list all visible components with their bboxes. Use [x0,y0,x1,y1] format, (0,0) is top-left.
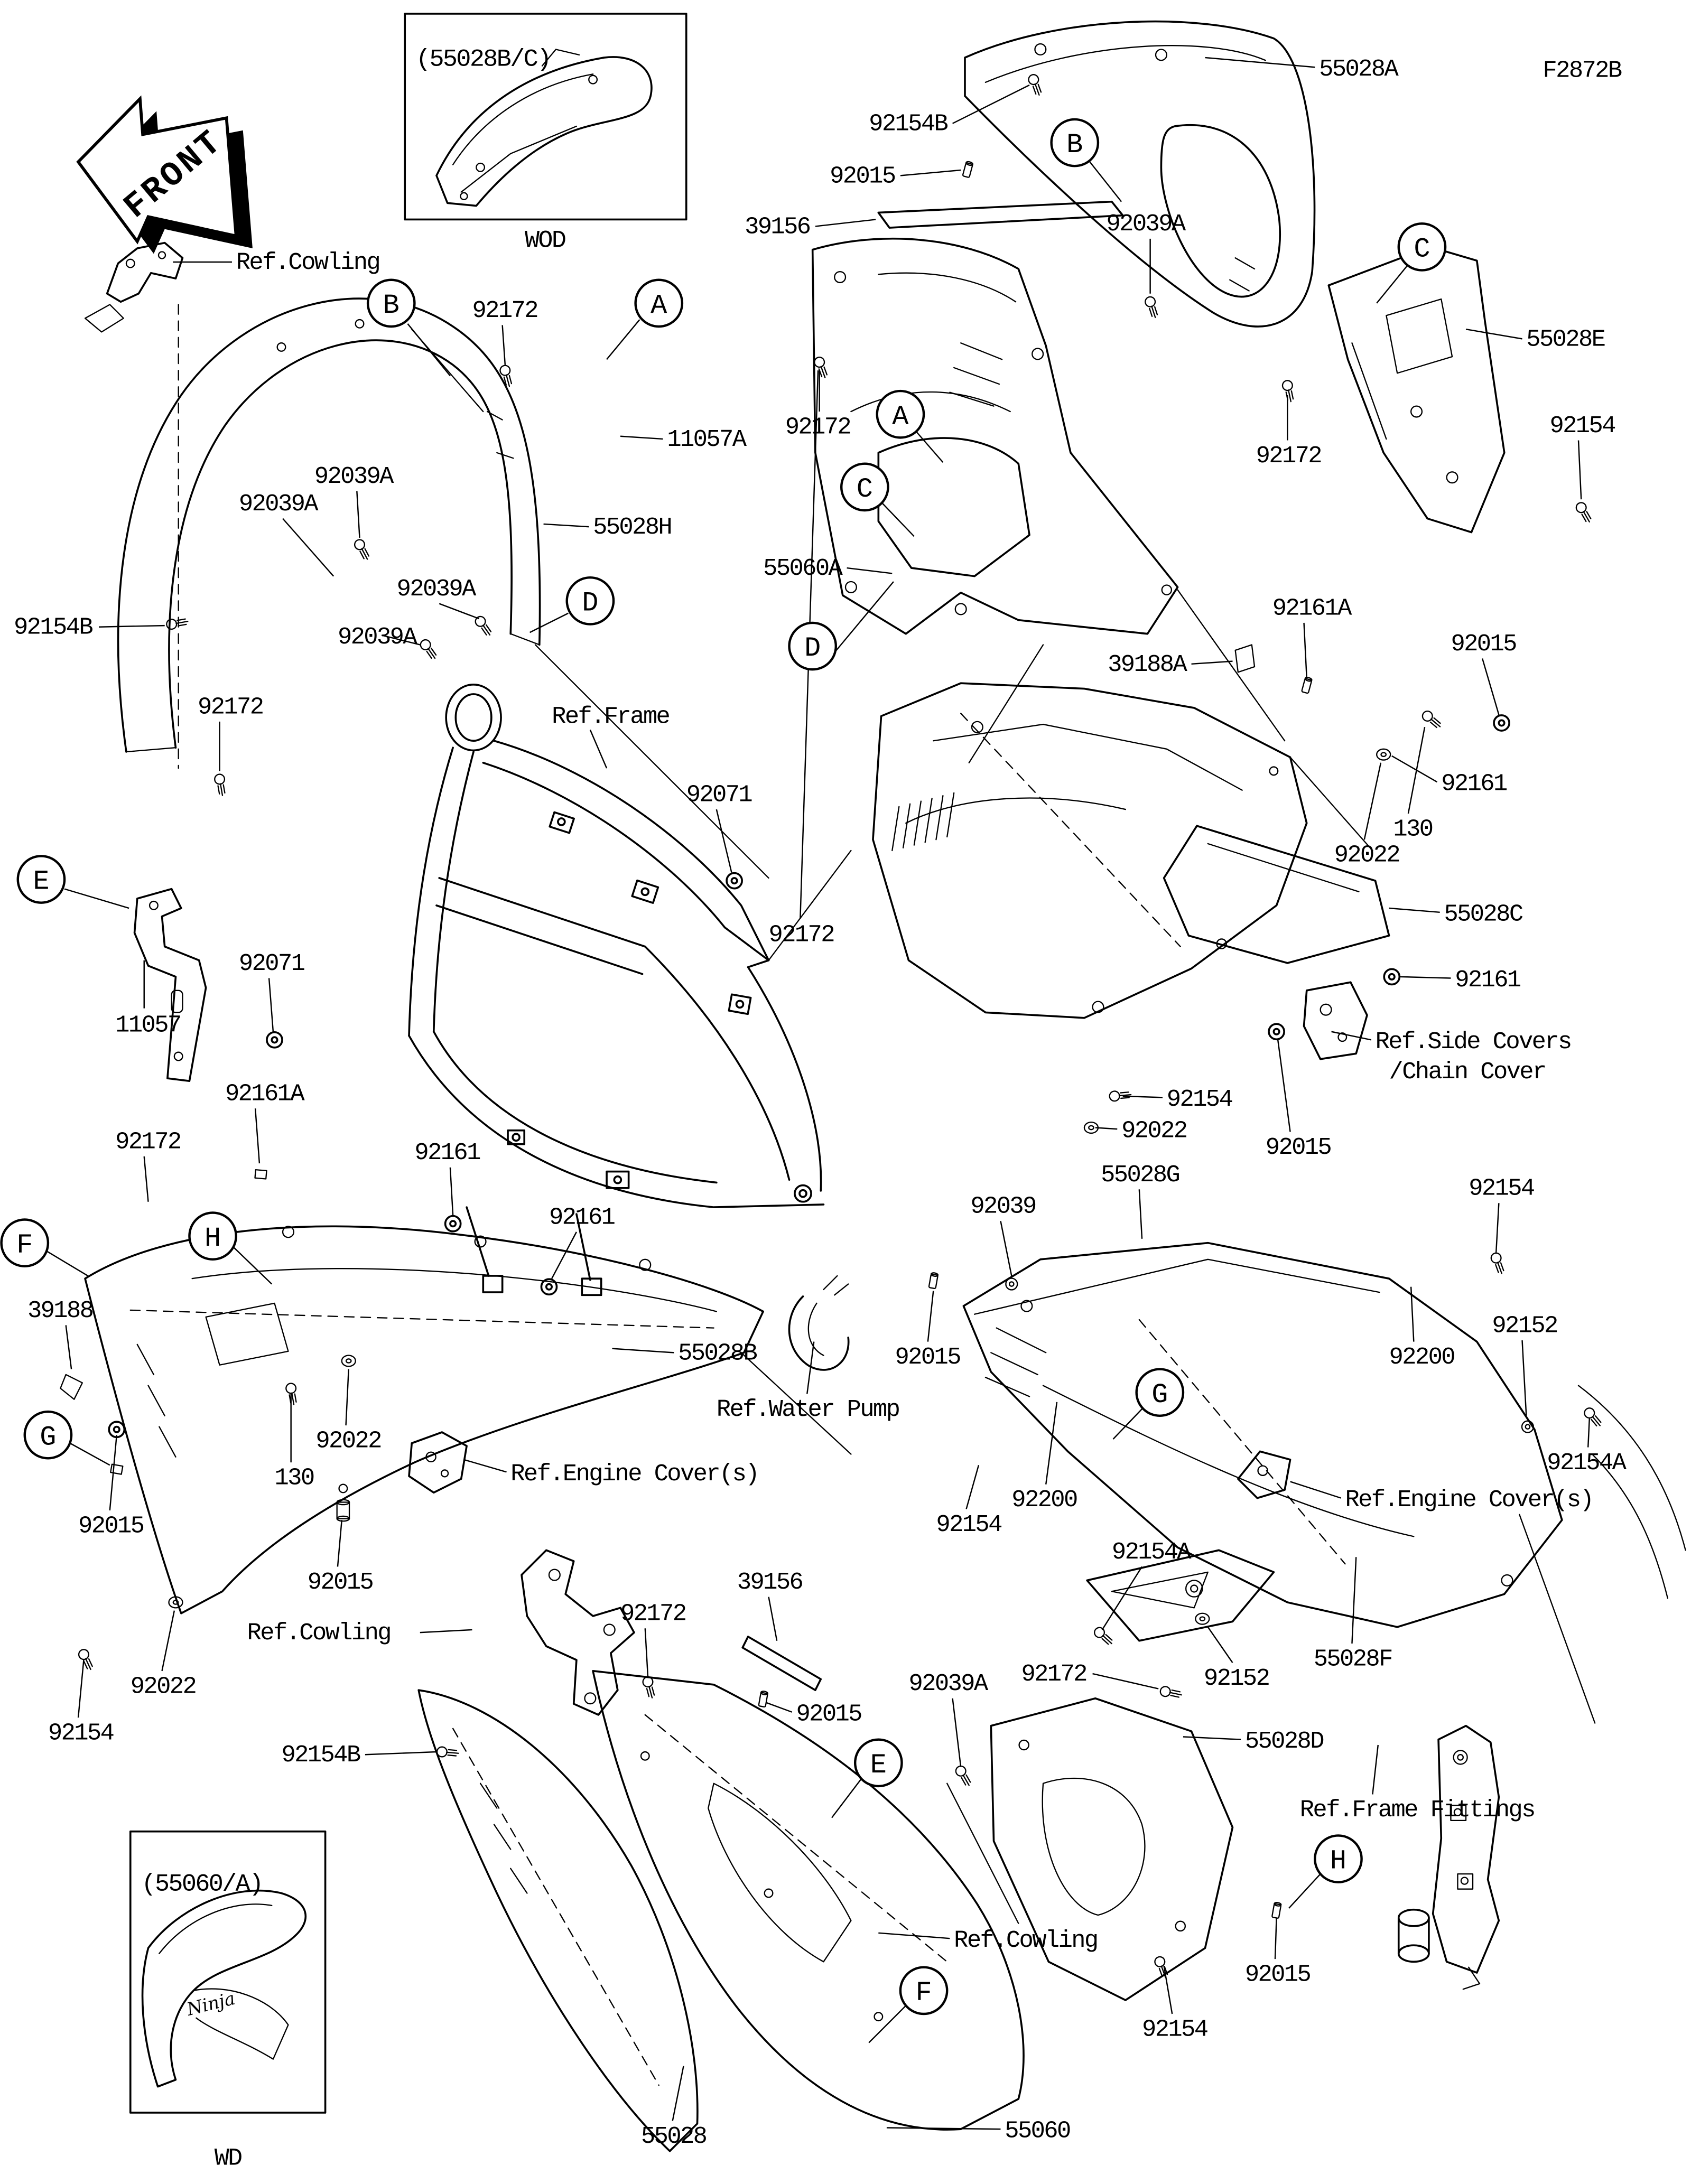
part-label: 92154 [1549,412,1615,440]
side-cowl-55028a-art [965,22,1315,326]
grommet-icon [727,873,742,889]
balloon-letter: G [40,1422,57,1453]
part-label: 39156 [737,1569,803,1597]
part-label: 92161 [549,1203,615,1231]
part-label: Ref.Cowling [247,1619,391,1647]
screw-icon [353,538,372,562]
windshield-art [118,298,540,768]
part-label: 92154A [1111,1538,1190,1566]
part-label: 55060A [763,555,842,583]
screw-icon [1583,1406,1604,1429]
callout-balloon-F [900,1967,947,2014]
balloon-letter: A [892,401,909,433]
part-label: 92172 [620,1600,686,1628]
part-label: 130 [274,1464,314,1492]
part-label: WOD [524,227,565,255]
balloon-letter: B [383,290,399,322]
part-label: 92015 [830,162,895,190]
part-label: Ref.Cowling [954,1926,1098,1954]
part-label: 92154B [281,1741,360,1769]
square-icon [110,1464,123,1474]
balloon-letter: D [582,587,599,619]
part-label: 92039A [314,463,393,491]
part-label: Ref.Frame [552,703,670,731]
screw-icon [473,614,494,638]
callout-balloon-D [789,623,836,669]
part-label: Ref.Engine Cover(s) [510,1460,759,1488]
balloon-letter: H [1330,1845,1347,1877]
seal-strip-art [878,202,1122,228]
part-label: F2872B [1543,57,1621,85]
part-label: 92039A [1106,210,1185,238]
part-label: 92015 [1451,630,1516,658]
lower-cowl-55060-art [593,1671,1024,2130]
part-label: 92071 [238,949,304,977]
part-label: 92022 [1121,1117,1187,1145]
grommet-icon [445,1216,461,1231]
front-arrow-label: FRONT [117,122,231,227]
part-label: 92161A [1272,594,1351,622]
part-label: 92039A [908,1670,987,1698]
part-label: 92154B [13,613,92,641]
lower-cowl-55028-art [419,1690,698,2151]
part-label: 92154 [1166,1085,1232,1113]
callout-balloon-E [855,1740,902,1786]
part-label: 92015 [1265,1133,1331,1161]
part-label: 92015 [1244,1961,1311,1989]
bracket-11057-art [135,889,206,1081]
grommet-icon [109,1422,124,1437]
part-label: 92015 [796,1700,861,1728]
callout-balloon-A [636,280,682,326]
balloon-letter: E [870,1749,887,1781]
callout-balloon-C [841,464,888,510]
grommet-icon [267,1032,282,1048]
part-label: /Chain Cover [1389,1058,1546,1086]
balloon-letter: B [1066,129,1083,161]
panel-55028d-art [991,1698,1232,2000]
part-label: Ref.Frame Fittings [1299,1796,1535,1824]
cowling-bracket-art [107,243,183,302]
frame-fittings-bracket-art [1399,1726,1499,1990]
balloon-letter: F [16,1229,33,1261]
screw-icon [813,356,830,379]
grommet-icon [1384,969,1399,984]
front-arrow-icon [78,99,253,254]
grommet-icon [1494,715,1509,731]
part-label: 92172 [1256,442,1321,470]
screw-icon [642,1676,657,1699]
balloon-letter: C [856,474,873,506]
part-label: 92039A [396,575,475,603]
screw-icon [1420,709,1443,730]
nut-icon [1006,1278,1017,1290]
part-label: 92161 [1455,966,1520,994]
side-cover-bracket-art [1304,982,1367,1059]
callout-balloons [2,119,1445,2014]
part-label: 92172 [1021,1660,1086,1688]
part-label: 92161 [414,1139,480,1167]
part-label: 55028F [1313,1645,1392,1673]
washer-icon [1195,1613,1209,1625]
screw-icon [1154,1955,1170,1978]
inset-box-55028bc [405,14,686,220]
screw-icon [499,365,514,388]
balloon-letter: D [804,633,821,665]
part-label: 92022 [130,1673,196,1701]
part-label: 92200 [1011,1486,1077,1514]
pin-icon [1302,677,1312,693]
ninja-logo-text: Ninja [184,1987,237,2020]
pin-icon [963,161,973,178]
screw-icon [1281,380,1296,403]
screw-icon [436,1747,459,1758]
screw-icon [77,1648,95,1672]
part-label: 92154 [1469,1174,1534,1202]
seal-strip-art [742,1637,821,1690]
grommet-icon [1269,1024,1284,1039]
screw-icon [1144,296,1160,319]
callout-balloon-E [18,856,64,902]
callout-balloon-A [877,391,924,437]
screw-icon [1574,501,1593,524]
part-label: 92071 [686,781,752,809]
part-label: 92015 [78,1512,144,1540]
part-label: 92172 [198,693,263,721]
part-label: 11057A [667,425,746,453]
part-label: 92154 [936,1510,1001,1538]
inner-cowl-55028e-art [1328,247,1504,532]
part-label: 92152 [1492,1312,1557,1340]
part-label: 130 [1393,815,1433,843]
balloon-letter: G [1151,1379,1168,1411]
part-label: Ref.Water Pump [716,1395,899,1423]
pin-icon [929,1272,939,1289]
frame-art [409,685,823,1295]
engine-cover-right-art [1238,1386,1686,1723]
inner-cowl-art [873,683,1307,1018]
part-label: 92015 [895,1343,960,1371]
fastener-glyphs [77,73,1604,1979]
callout-balloon-C [1399,223,1445,270]
balloon-letter: H [205,1222,221,1254]
part-label: 55028C [1444,900,1522,928]
part-label: WD [214,2144,241,2173]
part-label: 92172 [768,921,834,949]
callout-balloon-H [1315,1835,1361,1882]
screw-icon [1092,1626,1115,1647]
screw-icon [419,638,439,661]
part-label: 39156 [745,213,810,241]
part-label: 92039A [238,490,317,518]
engine-cover-bracket-left-art [409,1432,467,1492]
part-label: 39188 [27,1296,93,1324]
screw-icon [1109,1090,1131,1102]
part-label: 92200 [1389,1343,1454,1371]
upper-cowl-55060a-art [813,239,1178,634]
part-label: 11057 [115,1011,181,1039]
pin-icon [1272,1902,1281,1918]
washer-icon [1377,749,1390,760]
part-label: 55028A [1319,55,1398,83]
callout-balloon-B [1052,119,1098,166]
part-label: 55028H [593,514,672,542]
cowling-bracket-bottom-art [522,1550,634,1715]
callout-balloon-B [368,280,414,326]
part-label: 92161A [225,1080,304,1108]
callout-balloon-G [1137,1369,1183,1416]
washer-icon [342,1356,356,1367]
part-label: Ref.Cowling [236,248,380,276]
part-label: 92039A [337,623,416,651]
screw-icon [1490,1252,1506,1275]
part-label: 92154B [869,110,947,138]
screw-icon [1159,1686,1183,1700]
bushing-icon [337,1500,349,1522]
part-label: 92172 [472,296,537,324]
part-label: 92172 [785,413,851,441]
part-label: (55060/A) [141,1870,263,1899]
square-icon [255,1170,266,1179]
part-label: 55028G [1101,1161,1179,1189]
pin-icon [759,1691,768,1707]
part-label: (55028B/C) [416,45,551,74]
callout-balloon-G [25,1412,71,1458]
balloon-letter: F [915,1977,932,2009]
water-pump-clip-art [789,1276,848,1370]
lower-cowl-55028g-art [963,1243,1562,1627]
damper-art [1235,645,1255,672]
screw-icon [954,1765,973,1788]
part-label: 55060 [1005,2117,1070,2145]
part-label: 92154 [48,1719,114,1747]
balloon-letter: C [1414,234,1430,265]
part-label: Ref.Side Covers [1375,1028,1571,1056]
balloon-letter: A [651,290,667,322]
callout-balloon-H [189,1213,236,1259]
callout-balloon-F [2,1219,48,1266]
side-cowl-55028b-art [85,1226,763,1613]
part-label: 92154 [1142,2015,1207,2043]
screw-icon [285,1383,299,1405]
part-label: 55028B [678,1339,757,1367]
part-label: 92161 [1441,770,1507,798]
part-label: 92015 [307,1569,373,1597]
part-label: 92154A [1547,1449,1625,1477]
part-label: 55028D [1244,1728,1323,1756]
part-label: Ref.Engine Cover(s) [1345,1486,1593,1514]
part-label: 92172 [115,1128,181,1156]
screw-icon [1027,73,1044,97]
part-label: 55028E [1526,325,1605,353]
balloon-letter: E [33,866,50,898]
part-label: 92039 [970,1192,1036,1220]
part-label: 92152 [1203,1664,1269,1692]
part-label: 92022 [315,1427,381,1455]
screw-icon [214,773,227,796]
callout-balloon-D [567,577,614,624]
part-label: 39188A [1108,650,1186,678]
damper-art [60,1375,82,1399]
part-label: 55028 [640,2123,707,2151]
part-label: 92022 [1334,841,1400,869]
